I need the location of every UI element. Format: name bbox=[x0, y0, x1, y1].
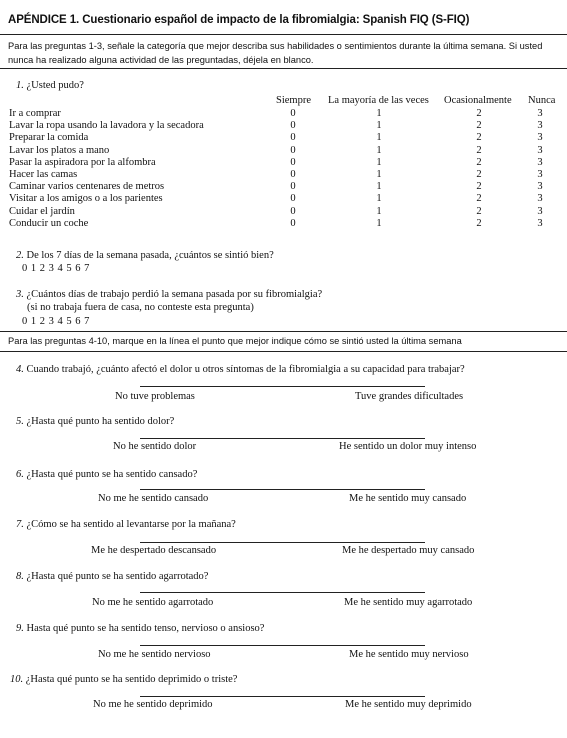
activity-label: Visitar a los amigos o a los parientes bbox=[9, 193, 163, 205]
column-header-siempre: Siempre bbox=[276, 95, 311, 106]
analog-scale-line[interactable] bbox=[140, 645, 425, 646]
analog-scale-line[interactable] bbox=[140, 696, 425, 697]
answer-option-3[interactable]: 3 bbox=[537, 120, 543, 132]
answer-option-0[interactable]: 0 bbox=[290, 132, 296, 144]
answer-option-2[interactable]: 2 bbox=[476, 193, 482, 205]
question-number: 9. bbox=[16, 623, 24, 634]
answer-option-3[interactable]: 3 bbox=[537, 169, 543, 180]
answer-option-2[interactable]: 2 bbox=[476, 156, 482, 168]
answer-option-0[interactable]: 0 bbox=[290, 156, 296, 168]
answer-option-3[interactable]: 3 bbox=[537, 193, 543, 205]
answer-option-0[interactable]: 0 bbox=[290, 181, 296, 193]
question-3-text: ¿Cuántos días de trabajo perdió la semana pasada por su fibromialgia? bbox=[26, 289, 323, 300]
answer-option-3[interactable]: 3 bbox=[537, 144, 543, 156]
answer-option-2[interactable]: 2 bbox=[476, 205, 482, 217]
question-text: Cuando trabajó, ¿cuánto afectó el dolor u otros síntomas de la fibromialgia a su capacidad para trabajar? bbox=[23, 364, 465, 375]
activity-label: Hacer las camas bbox=[9, 169, 78, 180]
question-4 bbox=[16, 364, 465, 375]
question-number: 6. bbox=[16, 469, 24, 480]
question-3-number: 3. bbox=[16, 289, 24, 300]
answer-option-3[interactable]: 3 bbox=[537, 217, 543, 229]
scale-right-label: Me he sentido muy nervioso bbox=[349, 649, 469, 660]
question-2-scale[interactable]: 0 1 2 3 4 5 6 7 bbox=[22, 263, 90, 274]
answer-option-3[interactable]: 3 bbox=[537, 132, 543, 144]
question-text: ¿Cómo se ha sentido al levantarse por la mañana? bbox=[23, 519, 236, 530]
answer-option-0[interactable]: 0 bbox=[290, 217, 296, 229]
activity-label: Cuidar el jardín bbox=[9, 205, 75, 217]
answer-option-2[interactable]: 2 bbox=[476, 108, 482, 119]
answer-option-1[interactable]: 1 bbox=[376, 193, 382, 205]
answer-option-1[interactable]: 1 bbox=[376, 108, 382, 119]
column-header-ocasionalmente: Ocasionalmente bbox=[444, 95, 512, 106]
question-9 bbox=[16, 623, 264, 634]
answer-option-0[interactable]: 0 bbox=[290, 169, 296, 180]
page-title: APÉNDICE 1. Cuestionario español de impacto de la fibromialgia: Spanish FIQ (S-FIQ) bbox=[8, 14, 470, 26]
answer-option-1[interactable]: 1 bbox=[376, 144, 382, 156]
scale-right-label: Tuve grandes dificultades bbox=[355, 391, 464, 402]
answer-option-0[interactable]: 0 bbox=[290, 108, 296, 119]
analog-scale-line[interactable] bbox=[140, 489, 425, 490]
question-number: 7. bbox=[16, 519, 24, 530]
section-divider-3 bbox=[0, 351, 567, 352]
question-5 bbox=[16, 416, 174, 427]
scale-right-label: Me he despertado muy cansado bbox=[342, 545, 475, 556]
answer-option-0[interactable]: 0 bbox=[290, 193, 296, 205]
instructions-q1-3: Para las preguntas 1-3, señale la categoría que mejor describa sus habilidades o sentimientos durante la última semana. Si usted nunca ha realizado alguna actividad de las preguntadas, déjela en blanco. bbox=[8, 41, 543, 65]
question-text: ¿Hasta qué punto se ha sentido cansado? bbox=[23, 469, 198, 480]
question-number: 8. bbox=[16, 571, 24, 582]
analog-scale-line[interactable] bbox=[140, 438, 425, 439]
question-number: 4. bbox=[16, 364, 24, 375]
analog-scale-line[interactable] bbox=[140, 542, 425, 543]
answer-option-2[interactable]: 2 bbox=[476, 181, 482, 193]
activity-label: Preparar la comida bbox=[9, 132, 89, 144]
question-number: 10. bbox=[10, 674, 24, 685]
question-3-note: (si no trabaja fuera de casa, no conteste esta pregunta) bbox=[27, 302, 254, 313]
answer-option-3[interactable]: 3 bbox=[537, 156, 543, 168]
answer-option-2[interactable]: 2 bbox=[476, 132, 482, 144]
answer-option-0[interactable]: 0 bbox=[290, 205, 296, 217]
answer-option-2[interactable]: 2 bbox=[476, 169, 482, 180]
question-1-number: 1. bbox=[16, 80, 24, 91]
answer-option-1[interactable]: 1 bbox=[376, 169, 382, 180]
answer-option-3[interactable]: 3 bbox=[537, 181, 543, 193]
question-3 bbox=[16, 289, 322, 300]
scale-left-label: No tuve problemas bbox=[115, 391, 195, 402]
question-text: ¿Hasta qué punto se ha sentido agarrotado? bbox=[23, 571, 209, 582]
answer-option-3[interactable]: 3 bbox=[537, 108, 543, 119]
question-2-text: De los 7 días de la semana pasada, ¿cuántos se sintió bien? bbox=[26, 250, 274, 261]
scale-right-label: Me he sentido muy cansado bbox=[349, 493, 467, 504]
activity-label: Ir a comprar bbox=[9, 108, 61, 119]
scale-right-label: Me he sentido muy deprimido bbox=[345, 699, 472, 710]
scale-left-label: No me he sentido agarrotado bbox=[92, 597, 214, 608]
scale-right-label: He sentido un dolor muy intenso bbox=[339, 441, 477, 452]
question-3-scale[interactable]: 0 1 2 3 4 5 6 7 bbox=[22, 316, 90, 327]
section-divider bbox=[0, 68, 567, 69]
question-text: ¿Hasta qué punto ha sentido dolor? bbox=[23, 416, 175, 427]
answer-option-1[interactable]: 1 bbox=[376, 217, 382, 229]
activity-label: Lavar la ropa usando la lavadora y la secadora bbox=[9, 120, 204, 132]
question-6 bbox=[16, 469, 197, 480]
answer-option-3[interactable]: 3 bbox=[537, 205, 543, 217]
question-text: ¿Hasta qué punto se ha sentido deprimido o triste? bbox=[23, 674, 238, 685]
analog-scale-line[interactable] bbox=[140, 386, 425, 387]
section-divider-2 bbox=[0, 331, 567, 332]
scale-left-label: Me he despertado descansado bbox=[91, 545, 217, 556]
question-8 bbox=[16, 571, 208, 582]
question-2-number: 2. bbox=[16, 250, 24, 261]
question-1-text: ¿Usted pudo? bbox=[26, 80, 84, 91]
question-number: 5. bbox=[16, 416, 24, 427]
answer-option-2[interactable]: 2 bbox=[476, 120, 482, 132]
column-header-nunca: Nunca bbox=[528, 95, 556, 106]
answer-option-1[interactable]: 1 bbox=[376, 132, 382, 144]
column-header-mayoria: La mayoría de las veces bbox=[328, 95, 429, 106]
title-divider bbox=[0, 34, 567, 35]
question-text: Hasta qué punto se ha sentido tenso, nervioso o ansioso? bbox=[23, 623, 265, 634]
instructions-q4-10: Para las preguntas 4-10, marque en la línea el punto que mejor indique cómo se sintió usted la última semana bbox=[8, 336, 462, 346]
answer-option-0[interactable]: 0 bbox=[290, 120, 296, 132]
activity-label: Conducir un coche bbox=[9, 217, 89, 229]
answer-option-2[interactable]: 2 bbox=[476, 144, 482, 156]
answer-option-0[interactable]: 0 bbox=[290, 144, 296, 156]
analog-scale-line[interactable] bbox=[140, 592, 425, 593]
activity-label: Caminar varios centenares de metros bbox=[9, 181, 165, 193]
answer-option-1[interactable]: 1 bbox=[376, 120, 382, 132]
answer-option-2[interactable]: 2 bbox=[476, 217, 482, 229]
question-7 bbox=[16, 519, 236, 530]
scale-left-label: No me he sentido deprimido bbox=[93, 699, 213, 710]
question-1 bbox=[16, 80, 84, 91]
answer-option-1[interactable]: 1 bbox=[376, 205, 382, 217]
answer-option-1[interactable]: 1 bbox=[376, 156, 382, 168]
scale-left-label: No he sentido dolor bbox=[113, 441, 197, 452]
scale-right-label: Me he sentido muy agarrotado bbox=[344, 597, 473, 608]
question-2 bbox=[16, 250, 274, 261]
scale-left-label: No me he sentido nervioso bbox=[98, 649, 211, 660]
activity-label: Pasar la aspiradora por la alfombra bbox=[9, 156, 156, 168]
activity-label: Lavar los platos a mano bbox=[9, 144, 110, 156]
answer-option-1[interactable]: 1 bbox=[376, 181, 382, 193]
question-10 bbox=[10, 674, 237, 685]
scale-left-label: No me he sentido cansado bbox=[98, 493, 209, 504]
